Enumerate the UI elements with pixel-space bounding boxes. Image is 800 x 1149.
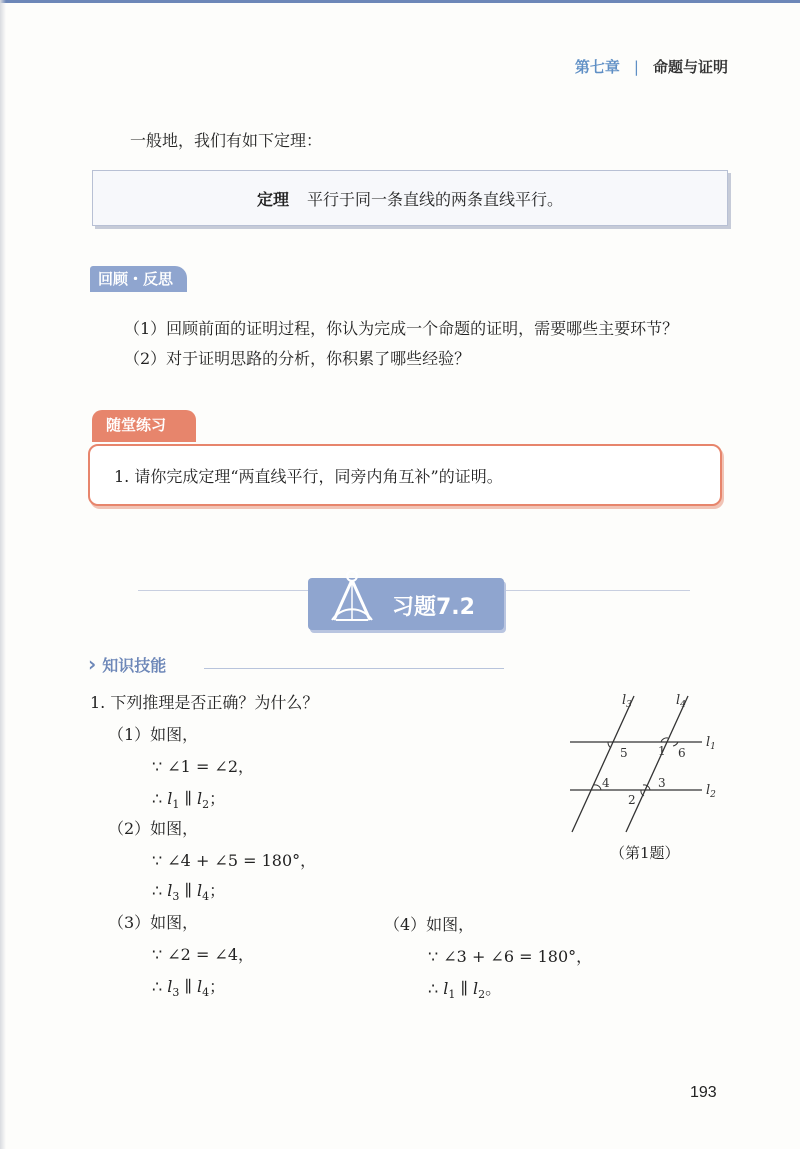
part-4-because: ∵ ∠3 + ∠6 = 180°， xyxy=(428,947,593,966)
page-number: 193 xyxy=(690,1084,717,1101)
angle-label-2: 2 xyxy=(628,793,636,807)
angle-label-6: 6 xyxy=(678,746,686,760)
exercise-rule-left xyxy=(138,590,310,591)
line-l3 xyxy=(572,696,634,832)
part-4-therefore: ∴ $l_1$ ∥ $l_2$。 xyxy=(428,979,502,1002)
exercise-title: 习题7.2 xyxy=(392,595,475,620)
section-title: 知识技能 xyxy=(102,655,167,675)
part-3-because: ∵ ∠2 = ∠4， xyxy=(152,945,255,964)
figure-caption: （第1题） xyxy=(610,844,680,862)
page-edge-shadow xyxy=(0,0,6,1149)
angle-label-4: 4 xyxy=(602,776,610,790)
section-heading xyxy=(88,652,166,676)
part-2-therefore: ∴ $l_3$ ∥ $l_4$； xyxy=(152,881,226,904)
chapter-number: 第七章 xyxy=(574,58,620,76)
practice-tab: 随堂练习 xyxy=(92,410,196,442)
angle-label-1: 1 xyxy=(658,744,666,758)
parallel-lines-figure xyxy=(560,686,730,836)
part-2-label: （2）如图， xyxy=(108,819,199,838)
angle-arc-5 xyxy=(608,742,611,748)
part-2-because: ∵ ∠4 + ∠5 = 180°， xyxy=(152,851,317,870)
angle-label-5: 5 xyxy=(620,746,628,760)
label-l1: $l_1$ xyxy=(706,735,716,752)
review-item-1: （1）回顾前面的证明过程，你认为完成一个命题的证明，需要哪些主要环节？ xyxy=(124,319,679,338)
part-1-because: ∵ ∠1 = ∠2， xyxy=(152,757,255,776)
chevron-right-icon: › xyxy=(88,652,97,676)
angle-label-3: 3 xyxy=(658,776,666,790)
part-3-label: （3）如图， xyxy=(108,913,199,932)
label-l4: $l_4$ xyxy=(676,693,686,710)
part-3-therefore: ∴ $l_3$ ∥ $l_4$； xyxy=(152,977,226,1000)
compass-icon xyxy=(322,566,382,630)
angle-arc-4 xyxy=(594,785,601,790)
top-rule xyxy=(0,0,800,3)
exercise-rule-right xyxy=(500,590,690,591)
theorem-box xyxy=(92,170,728,226)
practice-item: 1. 请你完成定理“两直线平行，同旁内角互补”的证明。 xyxy=(114,467,503,486)
theorem-label: 定理 xyxy=(256,189,289,209)
part-1-therefore: ∴ $l_1$ ∥ $l_2$； xyxy=(152,789,226,812)
review-tag: 回顾・反思 xyxy=(90,266,187,292)
header-separator: | xyxy=(633,57,639,76)
review-item-2: （2）对于证明思路的分析，你积累了哪些经验？ xyxy=(124,349,471,368)
part-1-label: （1）如图， xyxy=(108,725,199,744)
line-l4 xyxy=(626,696,688,832)
theorem-text: 平行于同一条直线的两条直线平行。 xyxy=(307,189,564,209)
section-rule xyxy=(204,668,504,669)
chapter-title: 命题与证明 xyxy=(652,58,728,76)
page-header xyxy=(575,56,728,77)
intro-text: 一般地，我们有如下定理： xyxy=(130,131,323,150)
label-l3: $l_3$ xyxy=(622,693,632,710)
label-l2: $l_2$ xyxy=(706,783,716,800)
part-4-label: （4）如图， xyxy=(384,915,475,934)
question-stem: 1. 下列推理是否正确？为什么？ xyxy=(90,693,319,712)
